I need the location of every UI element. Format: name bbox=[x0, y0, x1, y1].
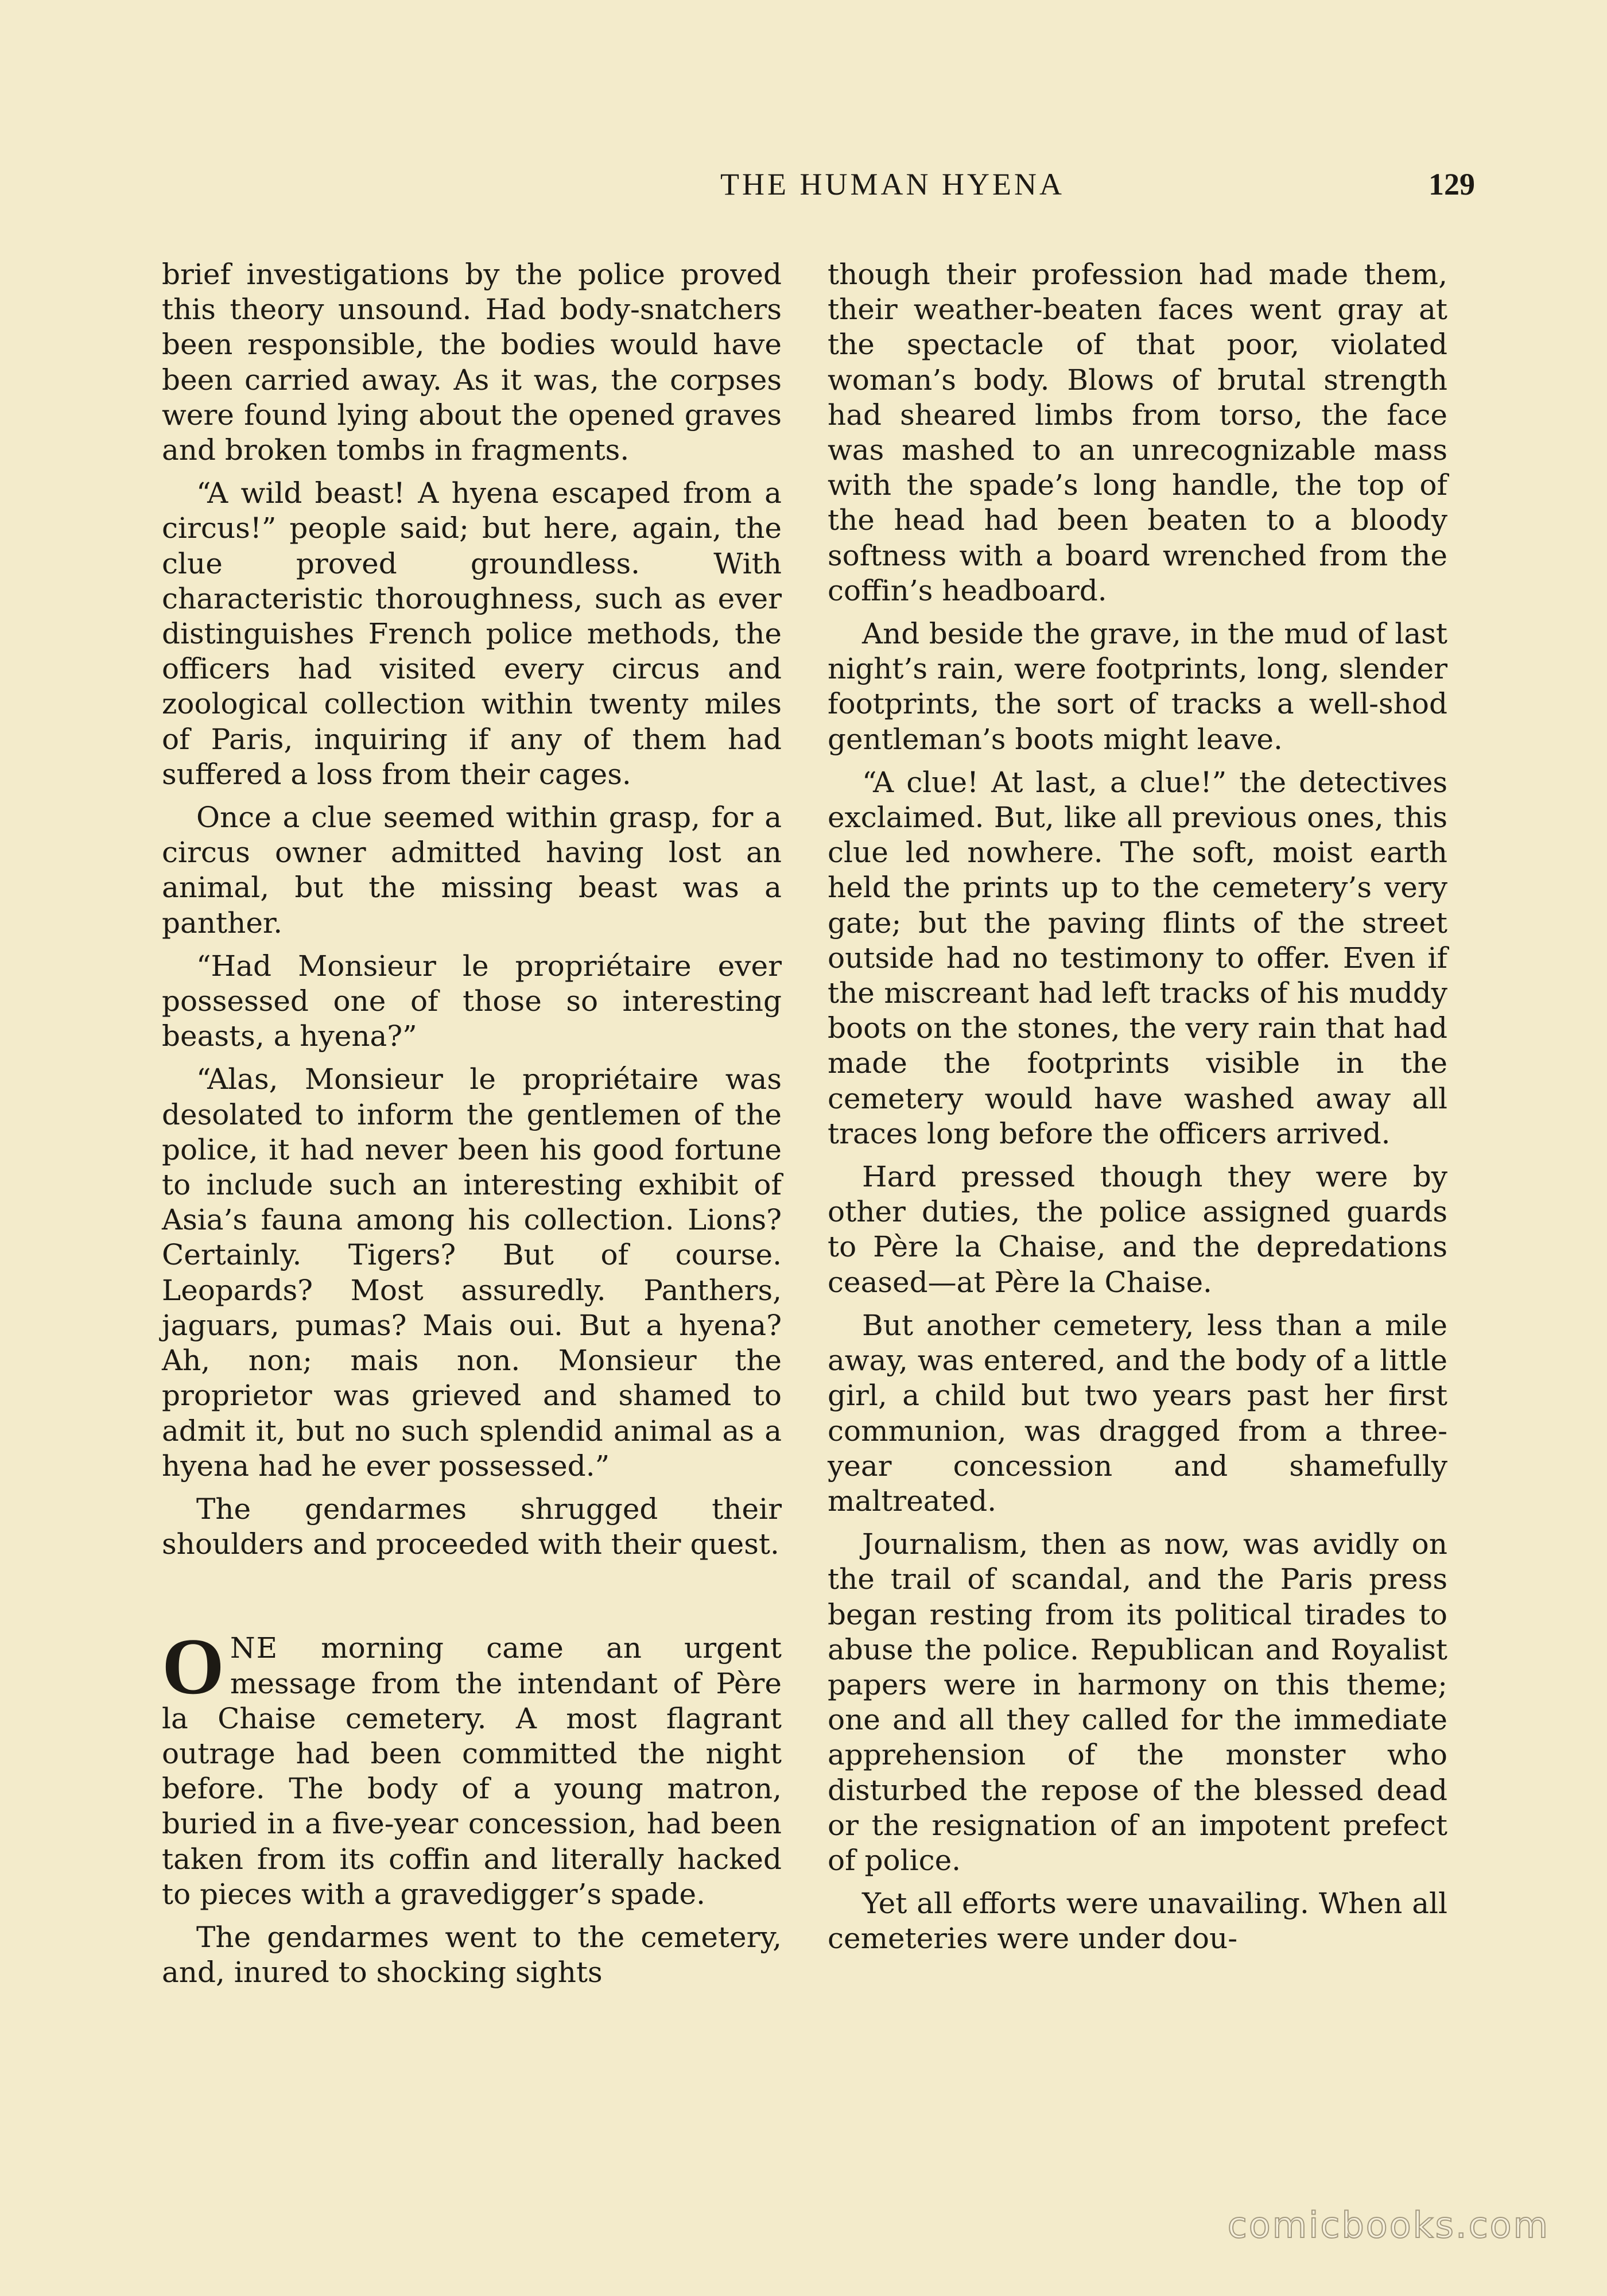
running-header bbox=[0, 166, 1607, 218]
paragraph: But another cemetery, less than a mile away, was entered, and the body of a little girl, a child but two years past her first communion, was dragged from a three-year concession and shamefully maltreated. bbox=[828, 1308, 1447, 1518]
paragraph: Hard pressed though they were by other duties, the police assigned guards to Père la Chaise, and the depredations ceased—at Père la Chaise. bbox=[828, 1160, 1447, 1299]
watermark: comicbooks.com bbox=[1227, 2204, 1550, 2246]
paragraph: “Had Monsieur le propriétaire ever possessed one of those so interesting beasts, a hyena?” bbox=[162, 949, 782, 1053]
right-column bbox=[828, 257, 1447, 1957]
paragraph-text: morning came an urgent message from the intendant of Père la Chaise cemetery. A most flagrant outrage had been committed the night before. The body of a young matron, buried in a five-year concession, had been taken from its coffin and literally hacked to pieces with a gravedigger’s spade. bbox=[162, 1631, 782, 1911]
drop-cap: O bbox=[162, 1622, 224, 1712]
page-number: 129 bbox=[1429, 167, 1475, 201]
paragraph: Yet all efforts were unavailing. When all cemeteries were under dou- bbox=[828, 1887, 1447, 1956]
paragraph: Once a clue seemed within grasp, for a circus owner admitted having lost an animal, but the missing beast was a panther. bbox=[162, 801, 782, 940]
running-title: THE HUMAN HYENA bbox=[720, 167, 1065, 201]
paragraph: though their profession had made them, their weather-beaten faces went gray at the spectacle of that poor, violated woman’s body. Blows of brutal strength had sheared limbs from torso, the face was mashed to an unrecognizable mass with the spade’s long handle, the top of the head had been beaten to a bloody softness with a board wrenched from the coffin’s headboard. bbox=[828, 258, 1447, 607]
section-break bbox=[162, 1562, 782, 1631]
paragraph: Journalism, then as now, was avidly on the trail of scandal, and the Paris press began resting from its political tirades to abuse the police. Republican and Royalist papers were in harmony on this theme; one and all they called for the immediate apprehension of the monster who disturbed the repose of the blessed dead or the resignation of an impotent prefect of police. bbox=[828, 1527, 1447, 1877]
left-column bbox=[162, 257, 782, 1990]
paragraph: “A wild beast! A hyena escaped from a circus!” people said; but here, again, the clue proved groundless. With characteristic thoroughness, such as ever distinguishes French police methods, the officers had visited every circus and zoological collection within twenty miles of Paris, inquiring if any of them had suffered a loss from their cages. bbox=[162, 476, 782, 791]
section-opening-paragraph bbox=[162, 1622, 782, 1912]
paragraph: “Alas, Monsieur le propriétaire was desolated to inform the gentlemen of the police, it had never been his good fortune to include such an interesting exhibit of Asia’s fauna among his collection. Lions? Certainly. Tigers? But of course. Leopards? Most assuredly. Panthers, jaguars, pumas? Mais oui. But a hyena? Ah, non; mais non. Monsieur the proprietor was grieved and shamed to admit it, but no such splendid animal as a hyena had he ever possessed.” bbox=[162, 1062, 782, 1483]
paragraph: “A clue! At last, a clue!” the detectives exclaimed. But, like all previous ones, this clue led nowhere. The soft, moist earth held the prints up to the cemetery’s very gate; but the paving flints of the street outside had no testimony to offer. Even if the miscreant had left tracks of his muddy boots on the stones, the very rain that had made the footprints visible in the cemetery would have washed away all traces long before the officers arrived. bbox=[828, 765, 1447, 1150]
paragraph: brief investigations by the police proved this theory unsound. Had body-snatchers been responsible, the bodies would have been carried away. As it was, the corpses were found lying about the opened graves and broken tombs in fragments. bbox=[162, 258, 782, 467]
paragraph: The gendarmes shrugged their shoulders and proceeded with their quest. bbox=[162, 1492, 782, 1561]
paragraph: And beside the grave, in the mud of last night’s rain, were footprints, long, slender footprints, the sort of tracks a well-shod gentleman’s boots might leave. bbox=[828, 617, 1447, 756]
small-caps-lead: NE bbox=[230, 1631, 279, 1665]
paragraph: The gendarmes went to the cemetery, and, inured to shocking sights bbox=[162, 1920, 782, 1989]
